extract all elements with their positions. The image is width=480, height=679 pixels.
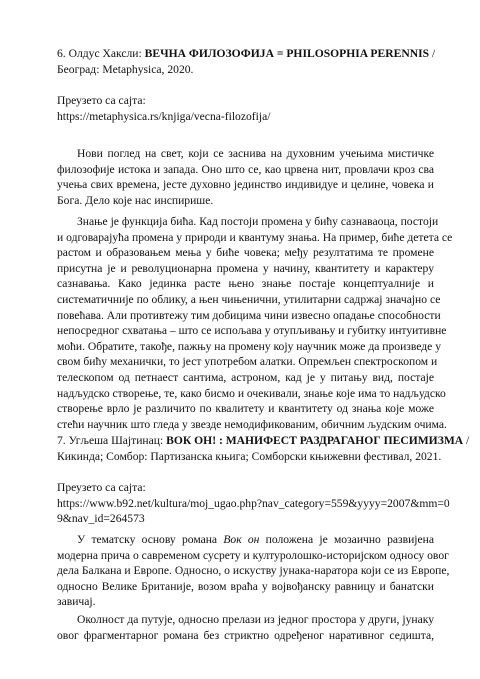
entry-7-publisher: Кикинда; Сомбор: Партизанска књига; Сомборски књижевни фестивал, 2021. xyxy=(57,449,442,463)
entry-7-source-label: Преузето са сајта: xyxy=(57,481,146,494)
entry-6-paragraph-2 xyxy=(57,214,453,432)
paragraph-text: У тематску основу романа xyxy=(77,533,224,546)
entry-7-source-url-cont: 9&nav_id=264573 xyxy=(57,512,145,526)
entry-6-source xyxy=(57,93,434,124)
paragraph-line: моћи. Обратите, такође, пажњу на промену коју научник може да произведе у xyxy=(57,339,442,353)
paragraph-line: филозофије истока и запада. Оно што се, као црвена нит, провлачи кроз сва xyxy=(57,162,434,176)
entry-7-paragraph-1 xyxy=(57,532,450,610)
paragraph-line: завичај. xyxy=(57,595,96,609)
entry-7-slash: / xyxy=(463,434,470,447)
paragraph-line: надљудско створење, те, како бисмо и очекивали, знање које има то надљудско xyxy=(57,386,446,400)
entry-7-author: 7. Угљеша Шајтинац: xyxy=(57,434,164,447)
paragraph-line: непосредног схватања – што се испољава у отупљивању и губитку интуитивне xyxy=(57,324,447,338)
entry-7-paragraph-2 xyxy=(57,612,434,643)
paragraph-line: Околност да путује, односно прелази из једног простора у други, јунаку xyxy=(77,613,434,626)
entry-6-title: ВЕЧНА ФИЛОЗОФИЈА = PHILOSOPHIA PERENNIS xyxy=(144,47,430,60)
paragraph-text: положена је мозаично развијена xyxy=(259,533,435,546)
entry-7-title: ВОК ОН! : МАНИФЕСТ РАЗДРАГАНОГ ПЕСИМИЗМА xyxy=(166,434,464,447)
paragraph-line: дела Балкана и Европе. Односно, о искуству јунака-наратора који се из Европе, xyxy=(57,564,450,578)
paragraph-line: модерна прича о савременом сусрету и културолошко-историјском односу овог xyxy=(57,548,449,562)
entry-6-source-label: Преузето са сајта: xyxy=(57,94,146,107)
paragraph-line: сазнавања. Како јединка расте њено знање постаје концептуалније и xyxy=(57,277,434,291)
entry-6-author: 6. Олдус Хаксли: xyxy=(57,47,142,60)
paragraph-line: учења свих времена, јесте духовно јединство индивидуе и целине, човека и xyxy=(57,178,434,192)
paragraph-line: повећава. Али противтежу тим добицима чини извесно опадање способности xyxy=(57,308,441,322)
entry-6-slash: / xyxy=(429,47,436,60)
paragraph-line: створење врло је различито по квалитету и квантитету од знања које може xyxy=(57,402,434,416)
paragraph-line: растом и образовањем мења у биће човека; међу резултатима те промене xyxy=(57,246,434,260)
entry-6-citation xyxy=(57,46,434,77)
entry-7-source xyxy=(57,480,450,527)
paragraph-line: свом бићу механички, то јест употребом алатки. Опремљен спектроскопом и xyxy=(57,355,438,369)
paragraph-line: Нови поглед на свет, који се заснива на духовним учењима мистичке xyxy=(77,147,434,160)
entry-6-publisher: Београд: Metaphysica, 2020. xyxy=(57,62,194,76)
novel-title: Вок он xyxy=(223,533,260,546)
paragraph-line: овог фрагментарног романа без стриктно одређеног наративног седишта, xyxy=(57,628,434,642)
entry-6-source-url: https://metaphysica.rs/knjiga/vecna-filozofija/ xyxy=(57,109,271,123)
paragraph-line: Знање је функција бића. Кад постоји промена у бићу сазнаваоца, постоји xyxy=(77,215,439,228)
paragraph-line: систематичније по облику, а њен чињенични, утилитарни садржај значајно се xyxy=(57,292,441,306)
paragraph-line: и одговарајућа промена у природи и квантуму знања. На пример, биће детета се xyxy=(57,230,453,244)
entry-6-paragraph-1 xyxy=(57,146,434,208)
entry-7-citation xyxy=(57,433,470,464)
paragraph-line: односно Велике Британије, возом враћа у војвођанску равницу и банатски xyxy=(57,579,434,593)
paragraph-line: стећи научник што гледа у звезде немодификованим, обичним људским очима. xyxy=(57,417,447,431)
paragraph-line: телескопом од петнаест сантима, астроном, кад је у питању вид, постаје xyxy=(57,370,434,384)
paragraph-line: присутна је и револуционарна промена у начину, квантитету и карактеру xyxy=(57,261,434,275)
entry-7-source-url: https://www.b92.net/kultura/moj_ugao.php?nav_category=559&yyyy=2007&mm=0 xyxy=(57,496,450,510)
paragraph-line xyxy=(57,532,434,548)
paragraph-line: Бога. Дело које нас инспирише. xyxy=(57,193,214,207)
